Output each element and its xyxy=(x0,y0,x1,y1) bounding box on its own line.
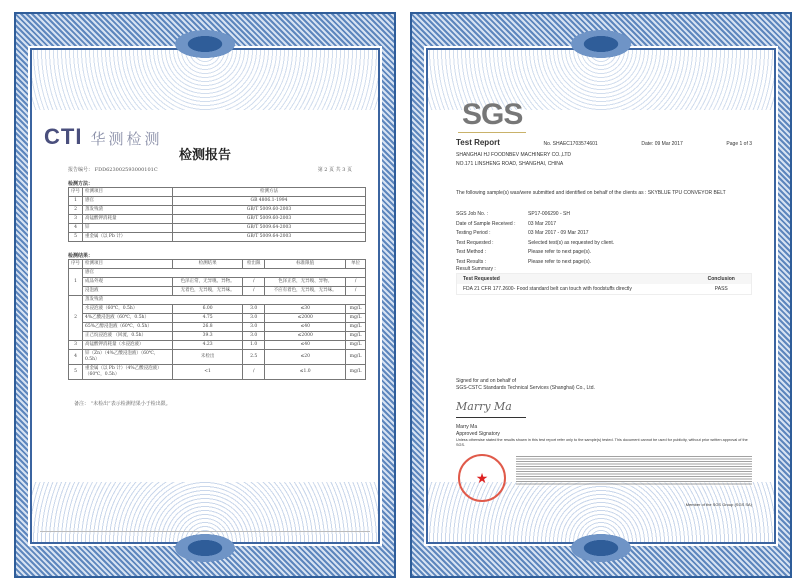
table-row xyxy=(69,332,366,341)
table-cell: ≤40 xyxy=(265,341,346,350)
table-cell: 不应有着色，无异嗅，无异味。 xyxy=(265,287,346,296)
table-cell: mg/L xyxy=(346,365,366,380)
table-cell: mg/L xyxy=(346,341,366,350)
table-cell: GB/T 5009.60-2003 xyxy=(173,215,366,224)
table-cell: 3 xyxy=(69,341,83,350)
table-cell: 4 xyxy=(69,350,83,365)
table-cell: 3.0 xyxy=(243,305,265,314)
certificate-page xyxy=(426,48,776,544)
table-cell: 检测项目 xyxy=(83,260,173,269)
table-cell: 5 xyxy=(69,365,83,380)
table-cell: 4.75 xyxy=(173,314,243,323)
table-cell: ≤2000 xyxy=(265,332,346,341)
table-row xyxy=(69,314,366,323)
table-cell: 感官 xyxy=(83,197,173,206)
company-name: SGS-CSTC Standards Technical Services (Shanghai) Co., Ltd. xyxy=(456,385,595,391)
table-cell: mg/L xyxy=(346,323,366,332)
table-row xyxy=(69,287,366,296)
report-header xyxy=(456,138,752,147)
table-cell: mg/L xyxy=(346,350,366,365)
table-cell: 检出限 xyxy=(243,260,265,269)
table-cell: ≤40 xyxy=(265,323,346,332)
field-label: Testing Period : xyxy=(456,230,491,236)
methods-table xyxy=(68,187,366,242)
report-number-line: 报告编号： FDD623002593000101C 第 2 页 共 3 页 xyxy=(68,167,352,173)
field-value: SP17-006290 - SH xyxy=(528,211,570,217)
note: 备注： “未检出”表示检测结果小于检出限。 xyxy=(74,401,171,407)
table-cell: 2.5 xyxy=(243,350,265,365)
footer-contact xyxy=(40,531,370,538)
field-label: Test Requested : xyxy=(456,239,494,246)
table-cell: 感官 xyxy=(83,269,366,278)
summary-label: Result Summary : xyxy=(456,266,496,272)
table-cell: / xyxy=(243,278,265,287)
table-cell: <1 xyxy=(173,365,243,380)
table-cell: 重金属（以 Pb 计） xyxy=(83,233,173,242)
table-cell: GB/T 5009.64-2003 xyxy=(173,233,366,242)
table-cell: ≤2000 xyxy=(265,314,346,323)
table-cell: 标准限值 xyxy=(265,260,346,269)
disclaimer: Unless otherwise stated the results shown in this test report refer only to the sample(s) tested. This document cannot be used for publicity, without prior written approval of the SGS. xyxy=(456,438,748,447)
intro-text: The following sample(s) was/were submitted and identified on behalf of the clients as : SKYBLUE TPU CONVEYOR BELT xyxy=(456,190,726,196)
signature: Marry Ma xyxy=(456,400,526,418)
client-address: NO.171 LINSHENG ROAD, SHANGHAI, CHINA xyxy=(456,161,564,167)
table-row xyxy=(69,278,366,287)
summary-table xyxy=(456,273,752,295)
table-cell: 正己烷浸泡液 （回流，0.5h） xyxy=(83,332,173,341)
rosette-ornament xyxy=(571,534,631,562)
table-cell: 高锰酸钾消耗量 xyxy=(83,215,173,224)
table-row xyxy=(69,215,366,224)
table-row xyxy=(69,206,366,215)
table-cell: 单位 xyxy=(346,260,366,269)
results-table xyxy=(68,259,366,380)
rosette-ornament xyxy=(175,534,235,562)
table-row xyxy=(69,323,366,332)
report-date: Date: 09 Mar 2017 xyxy=(641,141,683,147)
signatory-name: Marry Ma xyxy=(456,424,478,430)
table-row xyxy=(69,224,366,233)
rosette-ornament xyxy=(175,30,235,58)
table-cell: 检测结果 xyxy=(173,260,243,269)
table-row xyxy=(69,260,366,269)
table-cell: mg/L xyxy=(346,314,366,323)
table-row xyxy=(69,350,366,365)
summary-table-wrap xyxy=(456,273,752,295)
report-title: Test Report xyxy=(456,138,500,147)
table-cell: 1 xyxy=(69,197,83,206)
table-cell: 4 xyxy=(69,224,83,233)
table-cell: mg/L xyxy=(346,332,366,341)
field-value: 03 Mar 2017 xyxy=(528,220,557,227)
table-cell: 色泽正常，无异嗅、异物。 xyxy=(265,278,346,287)
table-cell: 3 xyxy=(69,215,83,224)
methods-label: 检测方法： xyxy=(68,181,94,187)
table-cell: 浸泡液 xyxy=(83,287,173,296)
page-indicator: Page 1 of 3 xyxy=(726,141,752,147)
table-row xyxy=(69,341,366,350)
guilloche-top xyxy=(32,50,378,110)
table-row xyxy=(69,197,366,206)
table-cell: 成品外观 xyxy=(83,278,173,287)
signatory-title: Approved Signatory xyxy=(456,431,500,437)
table-cell: 色泽正常，无异嗅、异物。 xyxy=(173,278,243,287)
certificate-page xyxy=(30,48,380,544)
table-cell: / xyxy=(346,278,366,287)
table-cell: 3.0 xyxy=(243,332,265,341)
sgs-logo: SGS xyxy=(458,98,526,133)
table-cell: ≤1.0 xyxy=(265,365,346,380)
field-value: Please refer to next page(s). xyxy=(528,249,592,255)
table-row xyxy=(69,233,366,242)
table-cell: 锌 xyxy=(83,224,173,233)
field-label: Test Method : xyxy=(456,249,487,255)
table-cell: 39.3 xyxy=(173,332,243,341)
rosette-ornament xyxy=(571,30,631,58)
field-label: SGS Job No. : xyxy=(456,211,488,217)
table-row xyxy=(69,188,366,197)
signed-for: Signed for and on behalf of xyxy=(456,378,517,384)
table-cell: 65%乙醇浸泡液（60℃，0.5h） xyxy=(83,323,173,332)
report-number: No. SHAEC1703574601 xyxy=(543,141,598,147)
table-cell: 1 xyxy=(69,269,83,296)
table-cell: ≤20 xyxy=(265,350,346,365)
table-cell: 蒸发残渣 xyxy=(83,206,173,215)
table-row xyxy=(69,305,366,314)
table-cell: GB/T 5009.64-2003 xyxy=(173,224,366,233)
table-cell: 高锰酸钾消耗量（水浸泡液） xyxy=(83,341,173,350)
sgs-certificate xyxy=(410,12,792,578)
table-cell: 26.8 xyxy=(173,323,243,332)
report-title: 检测报告 xyxy=(178,148,231,163)
header-cell: Conclusion xyxy=(692,274,752,285)
header-cell: Test Requested xyxy=(457,274,692,285)
field-label: Date of Sample Received : xyxy=(456,220,516,227)
table-cell: 4.23 xyxy=(173,341,243,350)
table-cell: 2 xyxy=(69,296,83,341)
cti-logo: CTI 华测检测 xyxy=(44,124,163,149)
table-cell: GB/T 5009.60-2003 xyxy=(173,206,366,215)
table-cell: 3.0 xyxy=(243,314,265,323)
cti-certificate xyxy=(14,12,396,578)
table-cell: 5 xyxy=(69,233,83,242)
member-line: Member of the SGS Group (SGS SA) xyxy=(685,502,752,507)
field-value: 03 Mar 2017 - 09 Mar 2017 xyxy=(528,230,589,236)
table-cell: / xyxy=(243,287,265,296)
table-cell: 无着色，无异嗅，无异味。 xyxy=(173,287,243,296)
table-cell: 检测项目 xyxy=(83,188,173,197)
official-seal-stamp: ★ xyxy=(458,454,506,502)
table-cell: 2 xyxy=(69,206,83,215)
test-cell: FDA 21 CFR 177.2600- Food standard belt can touch with foodstuffs directly xyxy=(463,286,632,292)
table-cell: 检测方法 xyxy=(173,188,366,197)
table-cell: 水浸泡液（60℃，0.5h） xyxy=(83,305,173,314)
table-row xyxy=(69,269,366,278)
table-cell: 序号 xyxy=(69,260,83,269)
table-cell: 重金属（以 Pb 计）（4%乙酸浸泡液）（60℃，0.5h） xyxy=(83,365,173,380)
field-label: Test Results : xyxy=(456,258,487,265)
table-cell: 未检出 xyxy=(173,350,243,365)
report-fields xyxy=(456,211,752,265)
fine-print-terms xyxy=(516,456,752,486)
table-cell: 1.0 xyxy=(243,341,265,350)
table-cell: 4%乙酸浸泡液（60℃，0.5h） xyxy=(83,314,173,323)
field-value: Please refer to next page(s). xyxy=(528,258,592,265)
conclusion-cell: PASS xyxy=(714,286,728,292)
field-value: Selected test(s) as requested by client. xyxy=(528,239,615,246)
table-cell: ≤30 xyxy=(265,305,346,314)
table-cell: 锌（Zn）（4%乙酸浸泡液）（60℃，0.5h） xyxy=(83,350,173,365)
table-cell: GB 4806.1-1994 xyxy=(173,197,366,206)
table-cell: 3.0 xyxy=(243,323,265,332)
table-cell: / xyxy=(243,365,265,380)
table-cell: / xyxy=(346,287,366,296)
table-row xyxy=(69,365,366,380)
table-cell: 序号 xyxy=(69,188,83,197)
table-cell: 6.00 xyxy=(173,305,243,314)
client-name: SHANGHAI HJ FOODNBEV MACHINERY CO.,LTD xyxy=(456,152,572,158)
table-cell: mg/L xyxy=(346,305,366,314)
table-row xyxy=(69,296,366,305)
table-cell: 蒸发残渣 xyxy=(83,296,366,305)
results-label: 检测结果： xyxy=(68,253,94,259)
